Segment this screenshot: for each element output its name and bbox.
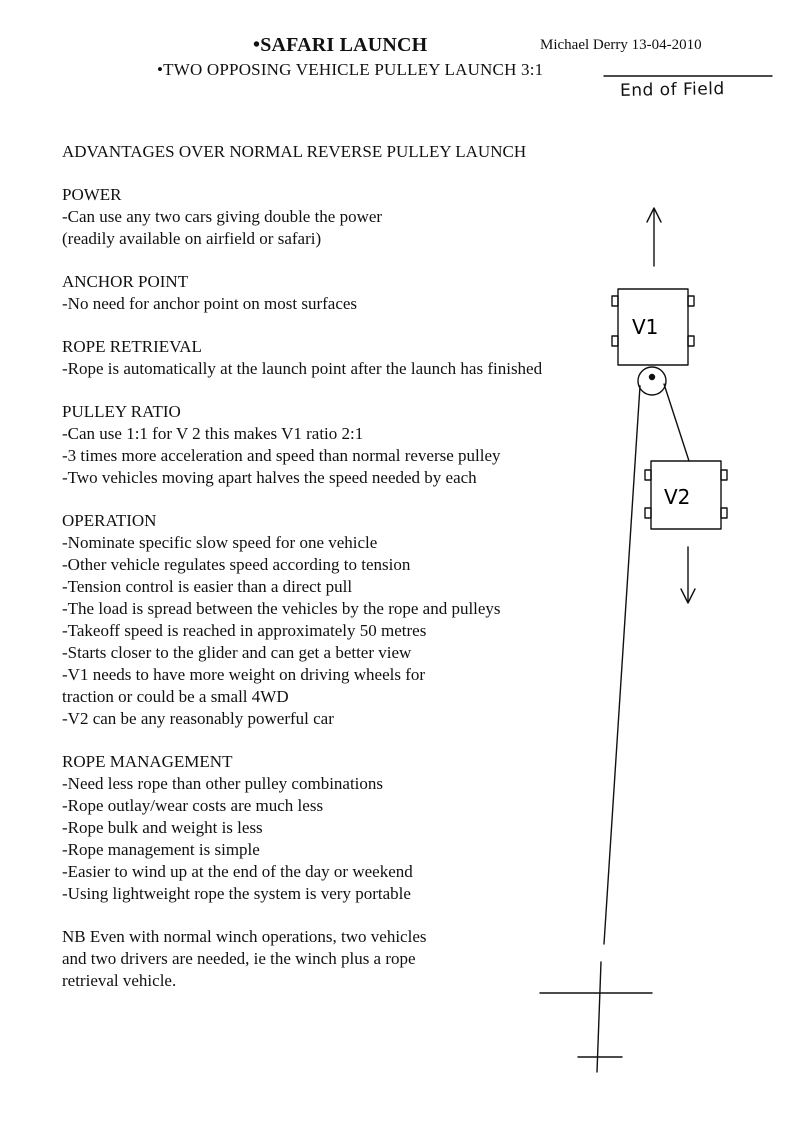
pulley-wheel [638, 367, 666, 395]
section-line: (readily available on airfield or safari) [62, 229, 322, 248]
section-line: -Rope is automatically at the launch point after the launch has finished [62, 359, 543, 378]
section-6 [62, 751, 622, 905]
section-line: -Rope bulk and weight is less [62, 818, 263, 837]
section-heading: ROPE MANAGEMENT [62, 752, 233, 771]
document-body [62, 141, 622, 1013]
section-line: -Rope management is simple [62, 840, 260, 859]
document-subtitle: •TWO OPPOSING VEHICLE PULLEY LAUNCH 3:1 [157, 60, 544, 79]
end-of-field-label: End of Field [619, 79, 725, 101]
section-line: -V2 can be any reasonably powerful car [62, 709, 334, 728]
section-heading: POWER [62, 185, 122, 204]
section-line: -Need less rope than other pulley combinations [62, 774, 384, 793]
vehicle-v1 [612, 289, 694, 365]
section-line: -Starts closer to the glider and can get a better view [62, 643, 412, 662]
section-line: -Can use 1:1 for V 2 this makes V1 ratio 2:1 [62, 424, 364, 443]
section-line: -Rope outlay/wear costs are much less [62, 796, 324, 815]
section-line: -Other vehicle regulates speed according to tension [62, 555, 411, 574]
author-date: Michael Derry 13-04-2010 [540, 37, 702, 53]
section-heading: PULLEY RATIO [62, 402, 181, 421]
section-line: -Using lightweight rope the system is very portable [62, 884, 411, 903]
document-title: •SAFARI LAUNCH [253, 34, 428, 56]
section-line: -No need for anchor point on most surfaces [62, 294, 358, 313]
section-line: NB Even with normal winch operations, two vehicles [62, 927, 427, 946]
up-arrow-icon [647, 208, 661, 266]
section-line: retrieval vehicle. [62, 971, 177, 990]
rope-to-v2 [664, 384, 689, 461]
section-line: -Easier to wind up at the end of the day or weekend [62, 862, 413, 881]
section-heading: OPERATION [62, 511, 157, 530]
section-line: -Takeoff speed is reached in approximately 50 metres [62, 621, 427, 640]
section-7 [62, 926, 622, 992]
vehicle-v1-label: V1 [632, 315, 659, 339]
section-line: -3 times more acceleration and speed than normal reverse pulley [62, 446, 501, 465]
section-0 [62, 141, 622, 163]
section-line: -V1 needs to have more weight on driving wheels for [62, 665, 426, 684]
section-heading: ROPE RETRIEVAL [62, 337, 202, 356]
section-line: -Two vehicles moving apart halves the speed needed by each [62, 468, 477, 487]
section-heading: ANCHOR POINT [62, 272, 189, 291]
section-line: -Tension control is easier than a direct pull [62, 577, 353, 596]
section-5 [62, 510, 622, 730]
section-line: -The load is spread between the vehicles by the rope and pulleys [62, 599, 501, 618]
section-4 [62, 401, 622, 489]
section-line: -Nominate specific slow speed for one vehicle [62, 533, 378, 552]
section-3 [62, 336, 622, 380]
section-heading: ADVANTAGES OVER NORMAL REVERSE PULLEY LAUNCH [62, 142, 527, 161]
vehicle-v2 [645, 461, 727, 529]
section-1 [62, 184, 622, 250]
section-line: and two drivers are needed, ie the winch plus a rope [62, 949, 416, 968]
vehicle-v2-label: V2 [664, 485, 691, 509]
section-line: traction or could be a small 4WD [62, 687, 289, 706]
section-line: -Can use any two cars giving double the power [62, 207, 383, 226]
down-arrow-icon [681, 547, 695, 603]
section-2 [62, 271, 622, 315]
